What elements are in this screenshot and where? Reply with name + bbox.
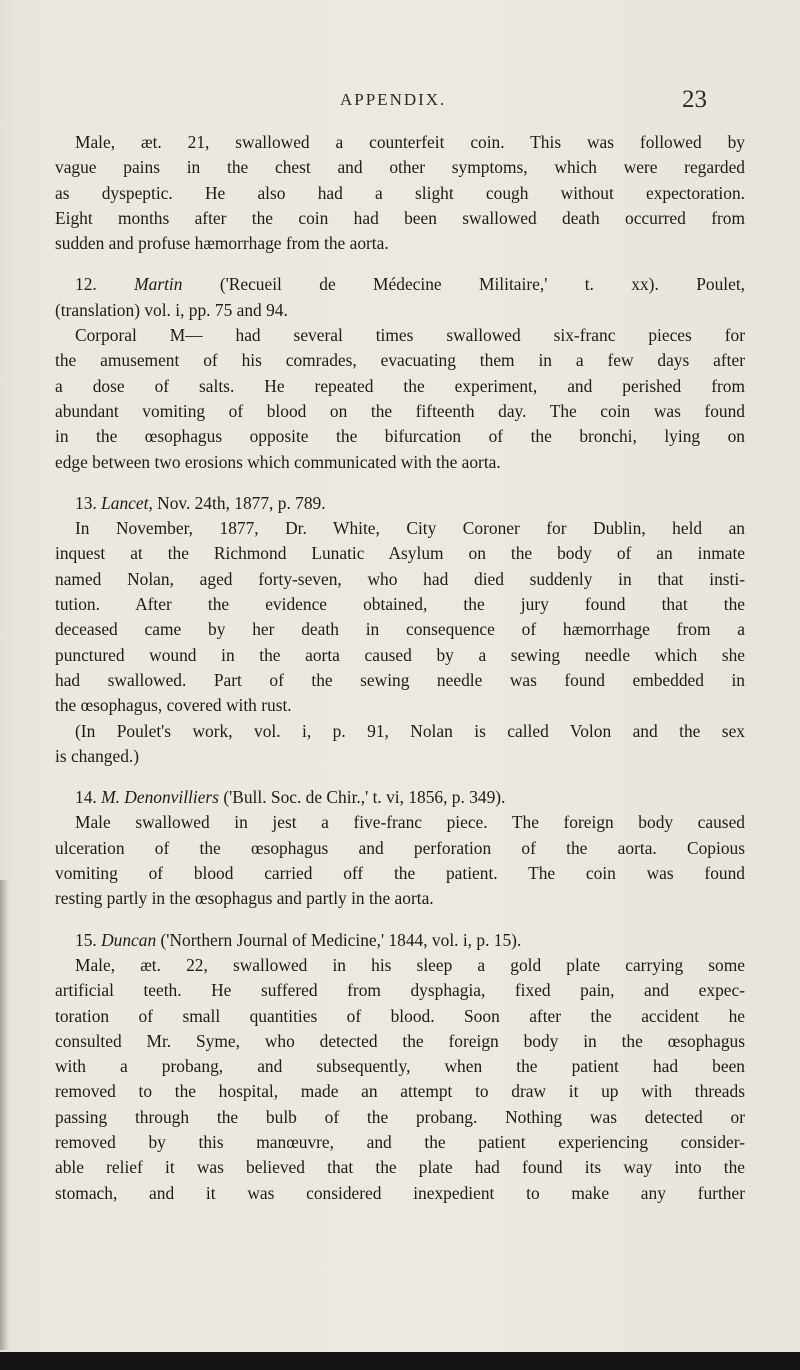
case-citation [55,928,745,953]
case-author: Martin [134,274,183,295]
text-line: the amusement of his comrades, evacuating them in a few days after [55,350,745,371]
text-line: vomiting of blood carried off the patient. The coin was found [55,863,745,884]
case-author: Lancet, [101,492,153,513]
text-line: (translation) vol. i, pp. 75 and 94. [55,299,288,320]
text-line: inquest at the Richmond Lunatic Asylum on the body of an inmate [55,543,745,564]
text-line: Eight months after the coin had been swallowed death occurred from [55,207,745,228]
paragraph-case-15 [55,928,745,1206]
case-number: 13. [75,492,97,513]
paragraph-case-11 [55,130,745,256]
case-citation [55,272,745,297]
text-line: resting partly in the œsophagus and partly in the aorta. [55,888,434,909]
case-author: M. Denonvilliers [101,787,219,808]
page-header [0,88,800,118]
text-line: Male swallowed in jest a five-franc piece. The foreign body caused [75,812,745,833]
text-line: a dose of salts. He repeated the experiment, and perished from [55,375,745,396]
case-citation [55,785,745,810]
text-line: Corporal M— had several times swallowed six-franc pieces for [75,325,745,346]
page-number: 23 [682,86,707,113]
case-author: Duncan [101,929,157,950]
case-citation [55,491,745,516]
text-line: edge between two erosions which communicated with the aorta. [55,451,501,472]
text-line: removed by this manœuvre, and the patient experiencing consider- [55,1131,745,1152]
text-line: passing through the bulb of the probang. Nothing was detected or [55,1106,745,1127]
case-number: 15. [75,929,97,950]
paragraph-case-13 [55,491,745,769]
scan-bottom-edge [0,1352,800,1370]
text-line: as dyspeptic. He also had a slight cough without expectoration. [55,182,745,203]
text-line: deceased came by her death in consequence of hæmorrhage from a [55,619,745,640]
text-line: the œsophagus, covered with rust. [55,695,292,716]
citation-text: ('Bull. Soc. de Chir.,' t. vi, 1856, p. 349). [218,787,506,808]
citation-text: ('Northern Journal of Medicine,' 1844, vol. i, p. 15). [156,929,522,950]
citation-text: ('Recueil de Médecine Militaire,' t. xx). Poulet, [182,274,745,295]
text-line: artificial teeth. He suffered from dysphagia, fixed pain, and expec- [55,980,745,1001]
citation-text: Nov. 24th, 1877, p. 789. [152,492,326,513]
text-line: with a probang, and subsequently, when the patient had been [55,1056,745,1077]
text-line: able relief it was believed that the plate had found its way into the [55,1157,745,1178]
case-number: 12. [75,274,97,295]
text-line: ulceration of the œsophagus and perforation of the aorta. Copious [55,837,745,858]
text-line: consulted Mr. Syme, who detected the foreign body in the œsophagus [55,1030,745,1051]
body-text [55,130,745,1206]
text-line: In November, 1877, Dr. White, City Coroner for Dublin, held an [75,518,745,539]
text-line: tution. After the evidence obtained, the jury found that the [55,594,745,615]
text-line: removed to the hospital, made an attempt to draw it up with threads [55,1081,745,1102]
case-number: 14. [75,787,97,808]
text-line: named Nolan, aged forty-seven, who had died suddenly in that insti- [55,568,745,589]
text-line: vague pains in the chest and other symptoms, which were regarded [55,157,745,178]
running-head: APPENDIX. [340,90,447,109]
page-edge-shadow [0,880,10,1350]
text-line: (In Poulet's work, vol. i, p. 91, Nolan is called Volon and the sex [75,720,745,741]
text-line: stomach, and it was considered inexpedient to make any further [55,1182,745,1203]
text-line: in the œsophagus opposite the bifurcation of the bronchi, lying on [55,426,745,447]
text-line: Male, æt. 22, swallowed in his sleep a gold plate carrying some [75,954,745,975]
text-line: had swallowed. Part of the sewing needle was found embedded in [55,669,745,690]
paragraph-case-12 [55,272,745,474]
paragraph-case-14 [55,785,745,911]
text-line: toration of small quantities of blood. Soon after the accident he [55,1005,745,1026]
text-line: sudden and profuse hæmorrhage from the aorta. [55,233,389,254]
text-line: punctured wound in the aorta caused by a sewing needle which she [55,644,745,665]
text-line: abundant vomiting of blood on the fifteenth day. The coin was found [55,400,745,421]
text-line: is changed.) [55,745,140,766]
text-line: Male, æt. 21, swallowed a counterfeit coin. This was followed by [75,132,745,152]
